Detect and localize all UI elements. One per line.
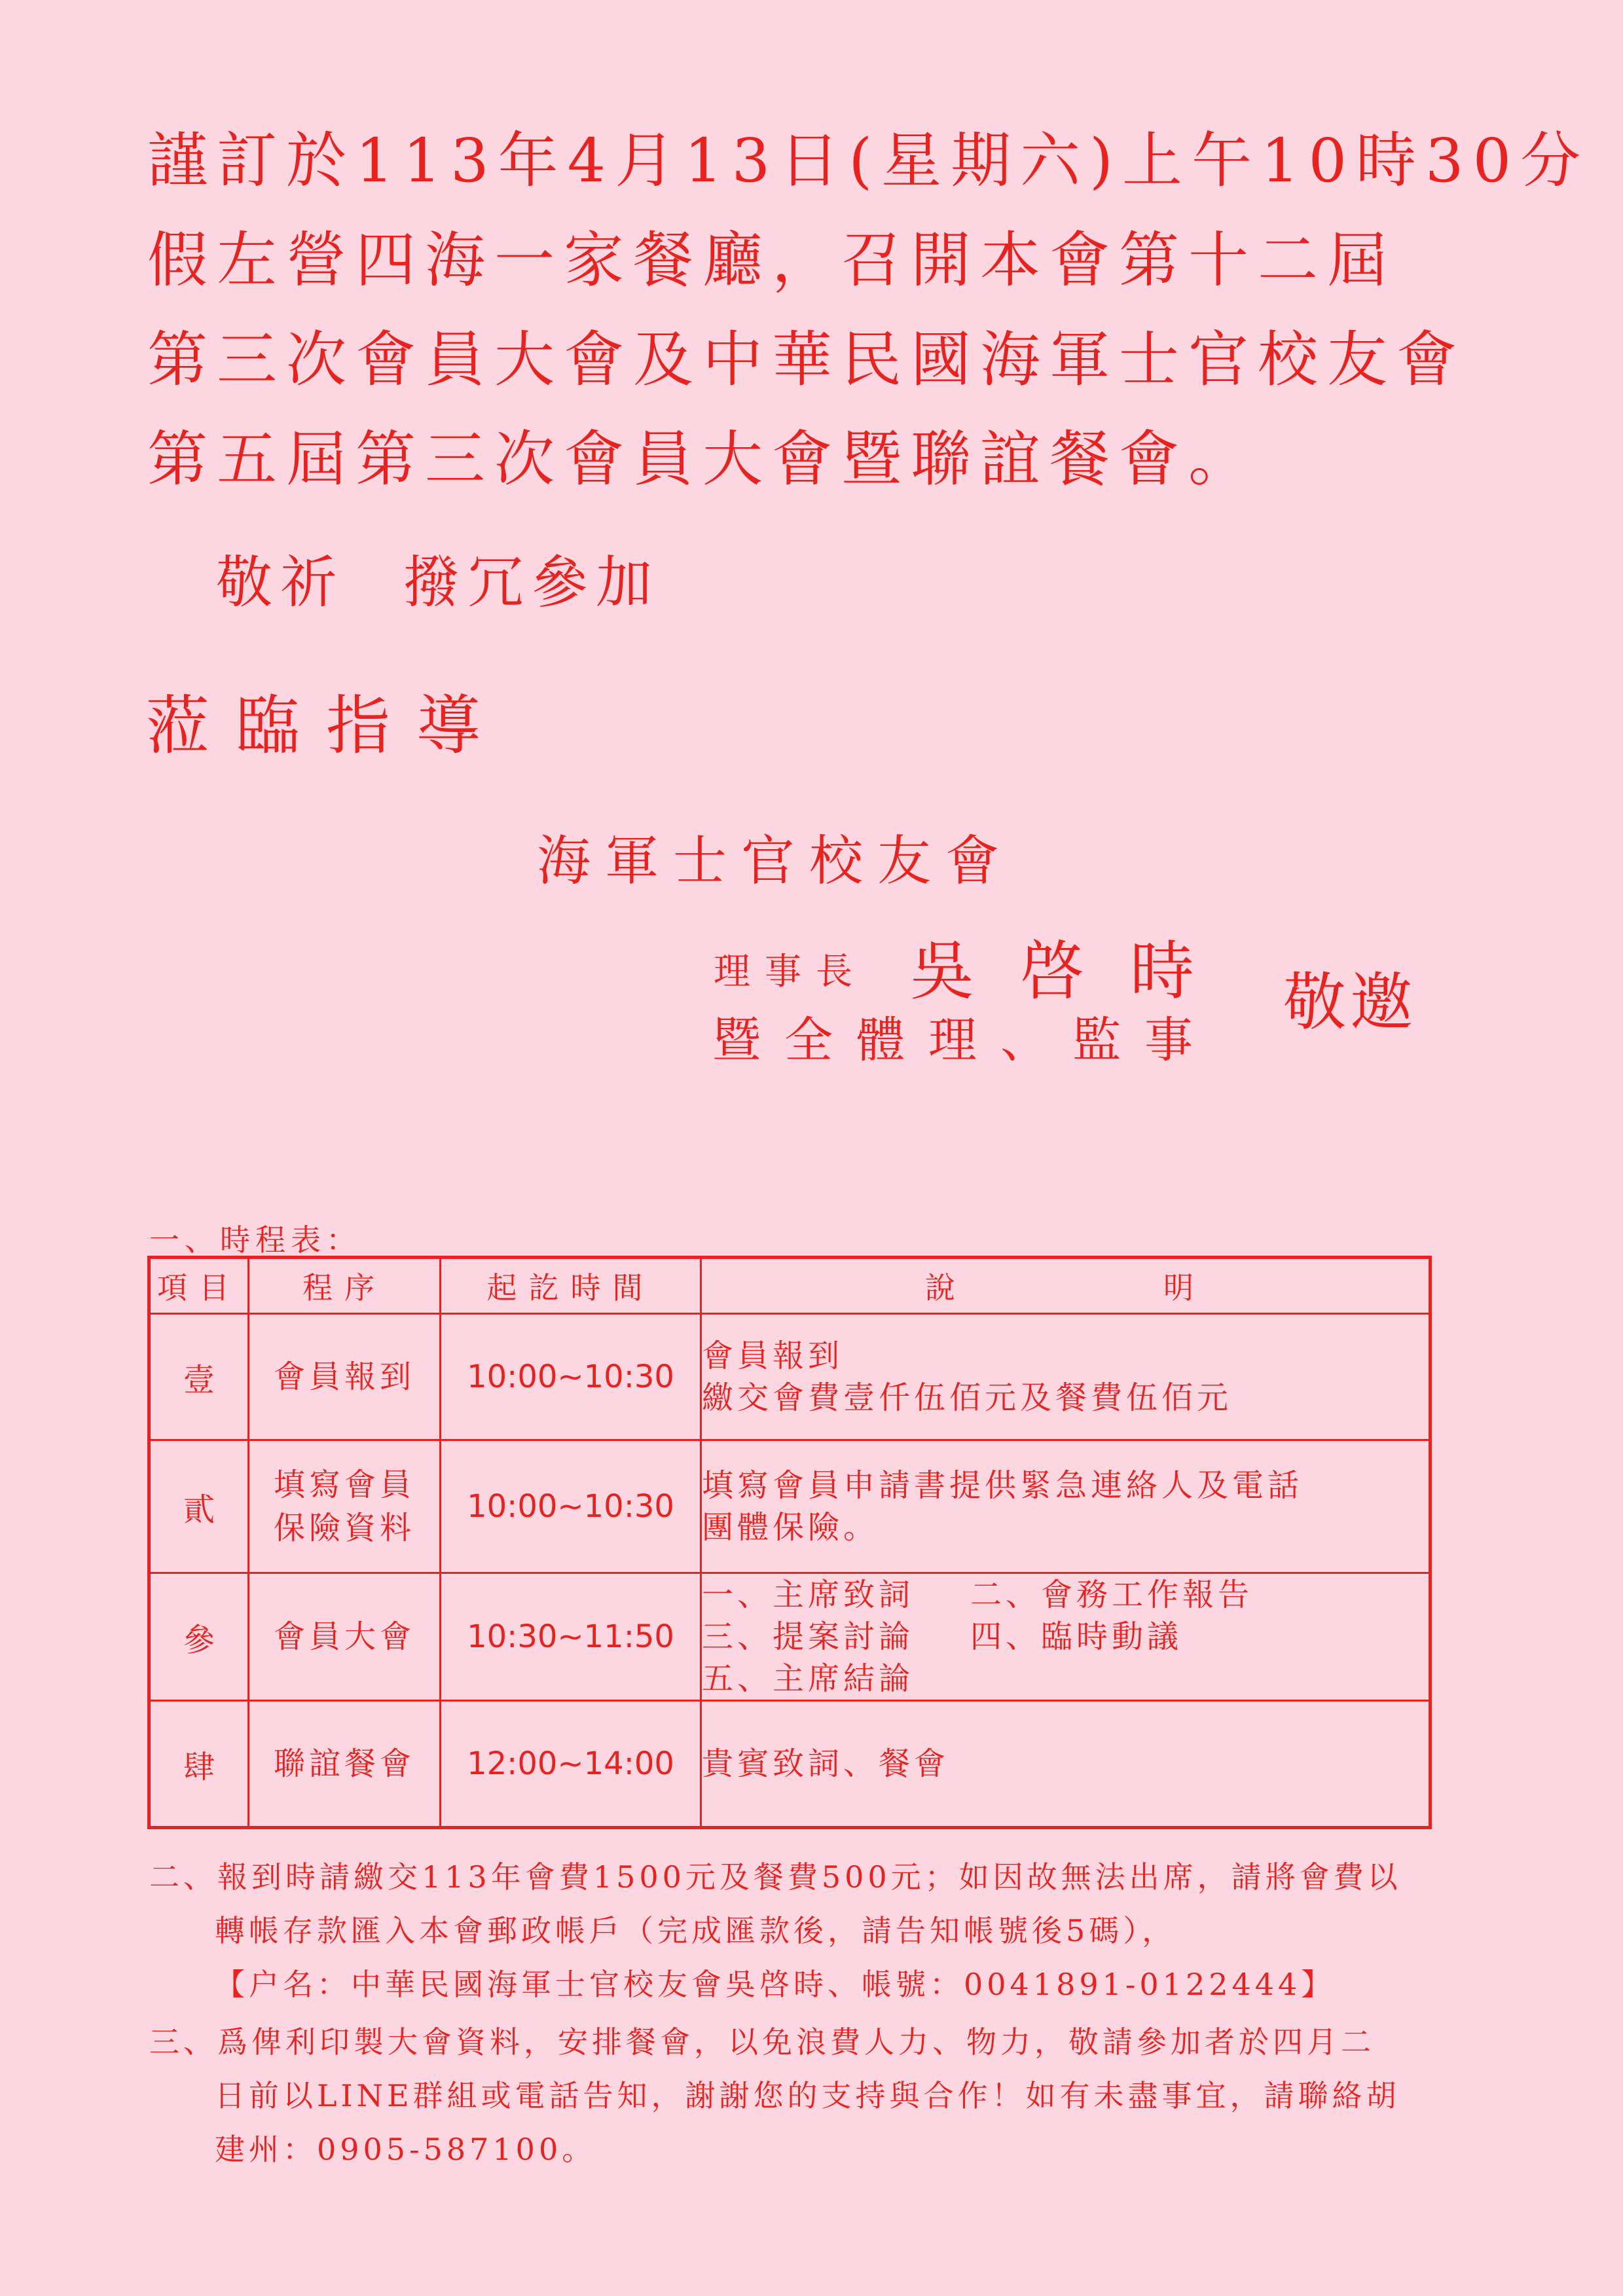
organization-name: 海軍士官校友會 xyxy=(537,830,1014,892)
intro-line-1: 謹訂於113年4月13日(星期六)上午10時30分 xyxy=(147,126,1590,196)
agenda-line xyxy=(702,1658,1429,1700)
header-desc-b: 明 xyxy=(1163,1270,1205,1305)
row-description xyxy=(701,1440,1431,1573)
table-row xyxy=(149,1440,1431,1573)
invitation-paragraph xyxy=(147,111,1590,509)
guide-line: 蒞臨指導 xyxy=(145,689,507,763)
row-index: 壹 xyxy=(149,1314,249,1440)
row-program xyxy=(249,1314,441,1440)
row-index: 貳 xyxy=(149,1440,249,1573)
agenda-line xyxy=(702,1616,1429,1658)
note-line: 建州：0905-587100。 xyxy=(215,2132,596,2167)
note-rsvp xyxy=(149,2015,1400,2176)
program-line: 會員大會 xyxy=(273,1618,415,1655)
row-time: 10:00~10:30 xyxy=(441,1314,701,1440)
respect-line xyxy=(216,537,660,618)
schedule-heading: 一、時程表： xyxy=(149,1222,361,1258)
note-line: 轉帳存款匯入本會郵政帳戶（完成匯款後，請告知帳號後5碼）， xyxy=(215,1913,1176,1948)
intro-line-4: 第五屆第三次會員大會暨聯誼餐會。 xyxy=(147,424,1258,494)
chair-name: 吳啓時 xyxy=(910,934,1241,1009)
header-description xyxy=(701,1258,1431,1314)
intro-line-2: 假左營四海一家餐廳，召開本會第十二屆 xyxy=(147,225,1397,295)
program-line: 填寫會員 xyxy=(273,1467,415,1503)
agenda-item: 五、主席結論 xyxy=(702,1660,915,1697)
row-description xyxy=(701,1573,1431,1701)
note-line: 二、報到時請繳交113年會費1500元及餐費500元；如因故無法出席，請將會費以 xyxy=(149,1859,1402,1895)
schedule-header-row xyxy=(149,1258,1431,1314)
row-program xyxy=(249,1573,441,1701)
note-line: 【户名：中華民國海軍士官校友會吳啓時、帳號：0041891-0122444】 xyxy=(215,1967,1336,2002)
agenda-item: 二、會務工作報告 xyxy=(970,1576,1254,1613)
description-line: 會員報到 xyxy=(702,1338,844,1374)
note-registration-fee xyxy=(149,1850,1402,2011)
row-program xyxy=(249,1701,441,1828)
row-description xyxy=(701,1314,1431,1440)
table-row xyxy=(149,1314,1431,1440)
header-desc-a: 說 xyxy=(925,1270,967,1305)
description-line: 繳交會費壹仟伍佰元及餐費伍佰元 xyxy=(702,1379,1233,1416)
program-line: 會員報到 xyxy=(273,1358,415,1395)
agenda-item: 四、臨時動議 xyxy=(970,1618,1183,1655)
row-index: 肆 xyxy=(149,1701,249,1828)
schedule-table xyxy=(147,1256,1432,1829)
chair-title: 理事長 xyxy=(714,951,867,993)
agenda-line xyxy=(702,1574,1429,1616)
header-item: 項目 xyxy=(149,1258,249,1314)
note-line: 日前以LINE群組或電話告知，謝謝您的支持與合作！如有未盡事宜，請聯絡胡 xyxy=(215,2078,1400,2113)
row-description xyxy=(701,1701,1431,1828)
note-line: 三、爲俾利印製大會資料，安排餐會，以免浪費人力、物力，敬請參加者於四月二 xyxy=(149,2024,1375,2060)
header-time: 起訖時間 xyxy=(441,1258,701,1314)
intro-line-3: 第三次會員大會及中華民國海軍士官校友會 xyxy=(147,325,1467,395)
row-time: 12:00~14:00 xyxy=(441,1701,701,1828)
row-index: 參 xyxy=(149,1573,249,1701)
board-members: 暨全體理、監事 xyxy=(712,1012,1216,1068)
description-line: 填寫會員申請書提供緊急連絡人及電話 xyxy=(702,1467,1304,1504)
description-line: 貴賓致詞、餐會 xyxy=(702,1745,950,1782)
description-line: 團體保險。 xyxy=(702,1509,879,1546)
table-row xyxy=(149,1573,1431,1701)
respect-request: 撥冗參加 xyxy=(403,550,660,615)
program-line: 聯誼餐會 xyxy=(273,1745,415,1782)
agenda-item: 一、主席致詞 xyxy=(702,1576,915,1613)
program-line: 保險資料 xyxy=(273,1510,415,1546)
header-program: 程序 xyxy=(249,1258,441,1314)
row-program xyxy=(249,1440,441,1573)
respect-prefix: 敬祈 xyxy=(216,550,344,615)
row-time: 10:30~11:50 xyxy=(441,1573,701,1701)
invite-closing: 敬邀 xyxy=(1283,966,1417,1039)
row-time: 10:00~10:30 xyxy=(441,1440,701,1573)
table-row xyxy=(149,1701,1431,1828)
agenda-item: 三、提案討論 xyxy=(702,1618,915,1655)
